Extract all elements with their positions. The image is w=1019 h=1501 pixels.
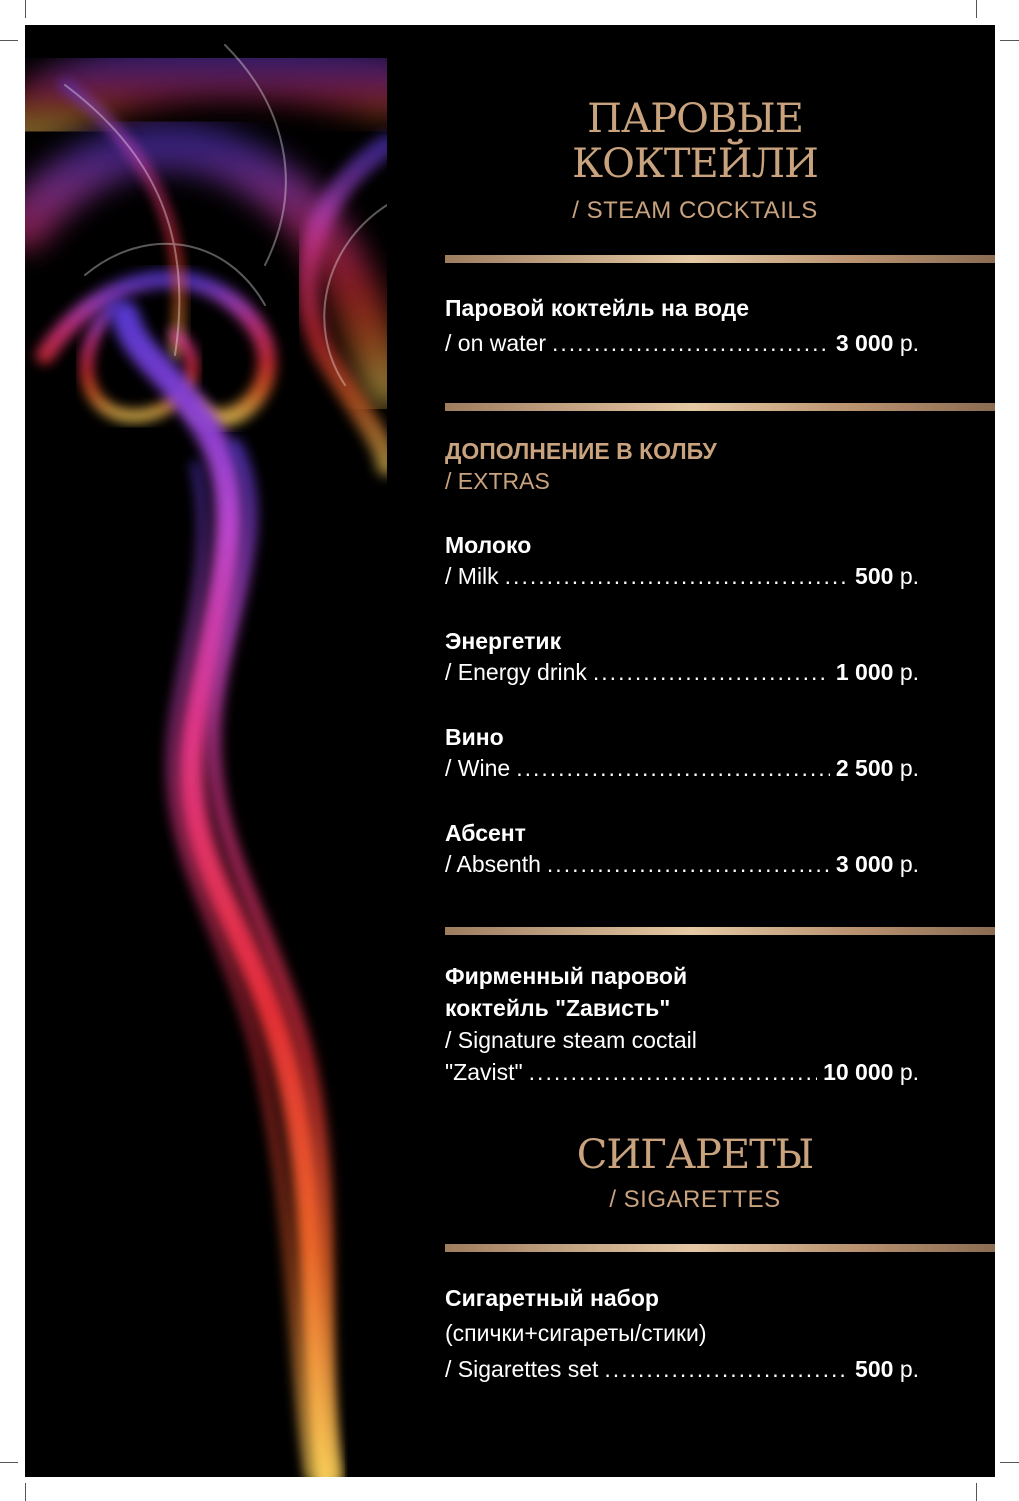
divider [445, 1244, 995, 1252]
menu-page [25, 25, 995, 1477]
water-price: 3 000 р. [835, 330, 919, 356]
crop-mark [976, 0, 977, 18]
signature-name-line2: коктейль "Zависть" [445, 995, 671, 1021]
dot-leader [529, 1059, 817, 1086]
extras-item-name: Абсент [445, 820, 526, 846]
cigarettes-price: 500 р. [855, 1356, 919, 1382]
extras-item-price: 500 р. [855, 563, 919, 589]
signature-name-line1: Фирменный паровой [445, 963, 688, 989]
cigarettes-price-line [445, 1356, 919, 1383]
extras-subtitle: / EXTRAS [445, 468, 550, 494]
divider [445, 255, 995, 263]
extras-item-name: Молоко [445, 532, 532, 558]
cigarettes-title: СИГАРЕТЫ [576, 1132, 814, 1178]
dot-leader [547, 851, 830, 878]
extras-item-name: Энергетик [445, 628, 562, 654]
divider [445, 927, 995, 935]
cigarettes-item-label: / Sigarettes set [445, 1356, 599, 1382]
dot-leader [552, 330, 830, 357]
crop-mark [1000, 40, 1019, 41]
cigarettes-subtitle: / SIGARETTES [609, 1186, 781, 1213]
dot-leader [505, 563, 849, 590]
cigarettes-item-note: (спички+сигареты/стики) [445, 1320, 707, 1346]
dot-leader [604, 1356, 849, 1383]
extras-price-line [445, 659, 919, 686]
extras-item-label: / Milk [445, 563, 499, 589]
cigarettes-item-name: Сигаретный набор [445, 1285, 659, 1311]
extras-item-price: 3 000 р. [835, 851, 919, 877]
signature-price-line [445, 1059, 919, 1086]
water-item-name: Паровой коктейль на воде [445, 295, 749, 321]
extras-price-line [445, 755, 919, 782]
dot-leader [593, 659, 830, 686]
crop-mark [0, 40, 18, 41]
crop-mark [1000, 1462, 1019, 1463]
extras-price-line [445, 851, 919, 878]
extras-item-label: / Energy drink [445, 659, 587, 685]
crop-mark [25, 1483, 26, 1501]
extras-item-price: 2 500 р. [835, 755, 919, 781]
extras-item-label: / Wine [445, 755, 511, 781]
divider [445, 403, 995, 411]
signature-label-line1: / Signature steam coctail [445, 1027, 697, 1053]
extras-item-price: 1 000 р. [835, 659, 919, 685]
extras-item-name: Вино [445, 724, 504, 750]
extras-item-label: / Absenth [445, 851, 541, 877]
crop-mark [976, 1483, 977, 1501]
smoke-image [25, 25, 387, 1477]
extras-price-line [445, 563, 919, 590]
water-price-line [445, 330, 919, 357]
steam-subtitle: / STEAM COCKTAILS [572, 197, 818, 224]
signature-price: 10 000 р. [823, 1059, 919, 1085]
signature-label-line2: "Zavist" [445, 1059, 523, 1085]
steam-title-line1: ПАРОВЫЕ [587, 96, 803, 142]
dot-leader [516, 755, 830, 782]
crop-mark [0, 1462, 18, 1463]
extras-title: ДОПОЛНЕНИЕ В КОЛБУ [445, 438, 717, 464]
crop-mark [25, 0, 26, 18]
water-item-label: / on water [445, 330, 546, 356]
steam-title-line2: КОКТЕЙЛИ [572, 141, 818, 187]
menu-content [445, 25, 995, 1477]
